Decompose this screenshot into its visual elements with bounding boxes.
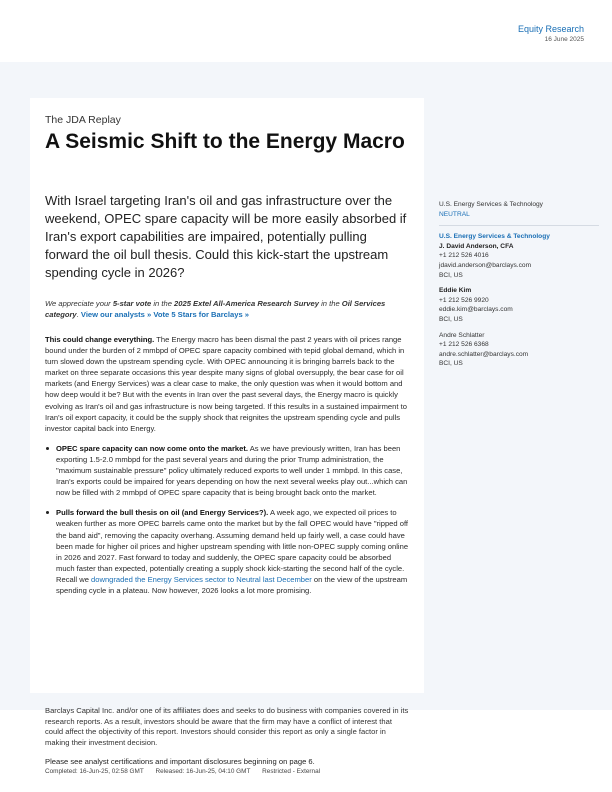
bullet-tail: on the view of the upstream spending cycle in a plateau. Now however, 2026 looks a lot more promising. [56,574,408,595]
certification-note: Please see analyst certifications and important disclosures beginning on page 6. [45,757,315,766]
page-title: A Seismic Shift to the Energy Macro [45,130,405,153]
analyst-name: Eddie Kim [439,287,472,295]
analyst-entity: BCI, US [439,360,463,368]
sector-label: U.S. Energy Services & Technology [439,201,543,208]
vote-notice [45,298,415,320]
analyst-card [439,242,599,280]
vote-text-5: in the [318,299,342,308]
analyst-phone: +1 212 526 9920 [439,296,489,304]
series-label: The JDA Replay [45,114,121,126]
vote-text-7: . [76,310,81,319]
analyst-entity: BCI, US [439,315,463,323]
brand-label: Equity Research [517,24,584,34]
analyst-phone: +1 212 526 4016 [439,252,489,260]
analyst-name: Andre Schlatter [439,331,485,339]
vote-link[interactable]: View our analysts » Vote 5 Stars for Barclays » [80,310,250,319]
analyst-card [439,286,599,324]
downgrade-link[interactable]: downgraded the Energy Services sector to Neutral last December [91,574,312,584]
report-header [518,24,584,43]
released-timestamp: Released: 16-Jun-25, 04:10 GMT [155,768,251,775]
analyst-email[interactable]: jdavid.anderson@barclays.com [439,261,532,269]
disclaimer: Barclays Capital Inc. and/or one of its affiliates does and seeks to do business with companies covered in its research reports. As a result, investors should be aware that the firm may have a conflict of interest that could affect the objectivity of this report. Investors should consider this report as only a single factor in making their investment decision. [45,706,409,747]
analyst-email[interactable]: eddie.kim@barclays.com [439,306,513,314]
bullet-dot-icon [46,511,49,514]
analyst-phone: +1 212 526 6368 [439,341,489,349]
lead-bold: This could change everything. [45,335,155,344]
lede-paragraph: With Israel targeting Iran's oil and gas infrastructure over the weekend, OPEC spare capacity will be more easily absorbed if Iran's export capabilities are impaired, potentially pulling forward the oil bull thesis. Could this kick-start the upstream spending cycle in 2026? [45,193,407,280]
vote-text-3: in the [151,299,175,308]
report-date: 16 June 2025 [544,36,584,43]
classification-label: Restricted - External [262,768,321,775]
lead-paragraph [45,334,411,434]
footer [45,768,425,775]
bullet-text: As we have previously written, Iran has been exporting 1.5-2.0 mmbpd for the past several years and during the prior Trump administration, the "maximum sustainable pressure" policy ultimately reduced exports to well under 1 mmbpd. In this case, Iran's exports could be impaired for years depending on how the next several weeks play out...which can now be filled with 2 mmbpd of OPEC spare capacity that is being brought back onto the market. [56,443,408,498]
analyst-card [439,331,599,369]
team-label: U.S. Energy Services & Technology [439,233,550,241]
bullet-text: A week ago, we expected oil prices to weaken further as more OPEC barrels came onto the market but by the fall OPEC would have "ripped off the band aid", removing the capacity overhang. Assuming demand held up fairly well, a case could have been made for higher oil prices and higher upstream spending with little non-OPEC supply coming online in 2026 and 2027. Fast forward to today and suddenly, the OPEC spare capacity could be absorbed much faster than expected, potentially creating a supply shock kick-starting the second half of the cycle. Recall we [56,508,409,584]
list-item [45,443,411,498]
lead-text: The Energy macro has been dismal the past 2 years with oil prices range bound under the burden of 2 mmbpd of OPEC spare capacity combined with tepid global demand, which in turn slowed down the upstream spending cycle. With OPEC announcing it is bringing barrels back to the market on three separate occasions this year despite many signs of global oversupply, the bear case for oil markets (and Energy Services) was a clear case to make, the only question was when it would bottom and how deep would it be? But with the events in Iran over the past several days, the Energy macro is quickly evolving as Iran's oil and gas infrastructure is now being targeted. If this results in a sustained impairment to Iran's oil export capacity, it could be the supply shock that reignites the upstream spending cycle and pulls investor capital back into Energy. [45,335,407,433]
vote-text-4: 2025 Extel All-America Research Survey [174,299,319,308]
bullet-bold: Pulls forward the bull thesis on oil (and Energy Services?). [56,508,269,518]
bullet-bold: OPEC spare capacity can now come onto the market. [56,443,249,453]
analyst-sidebar [439,200,599,369]
vote-text-6: Oil Services category [45,299,386,319]
list-item [45,507,411,596]
analyst-name: J. David Anderson, CFA [439,242,514,250]
analyst-entity: BCI, US [439,271,463,279]
vote-text-2: 5-star vote [112,299,152,308]
article-body [45,334,411,596]
bullet-list [45,443,411,596]
analyst-email[interactable]: andre.schlatter@barclays.com [439,350,529,358]
rating-badge: NEUTRAL [439,210,470,218]
completed-timestamp: Completed: 16-Jun-25, 02:58 GMT [45,768,144,775]
divider [439,225,599,226]
vote-text-1: We appreciate your [45,299,113,308]
bullet-dot-icon [46,447,49,450]
